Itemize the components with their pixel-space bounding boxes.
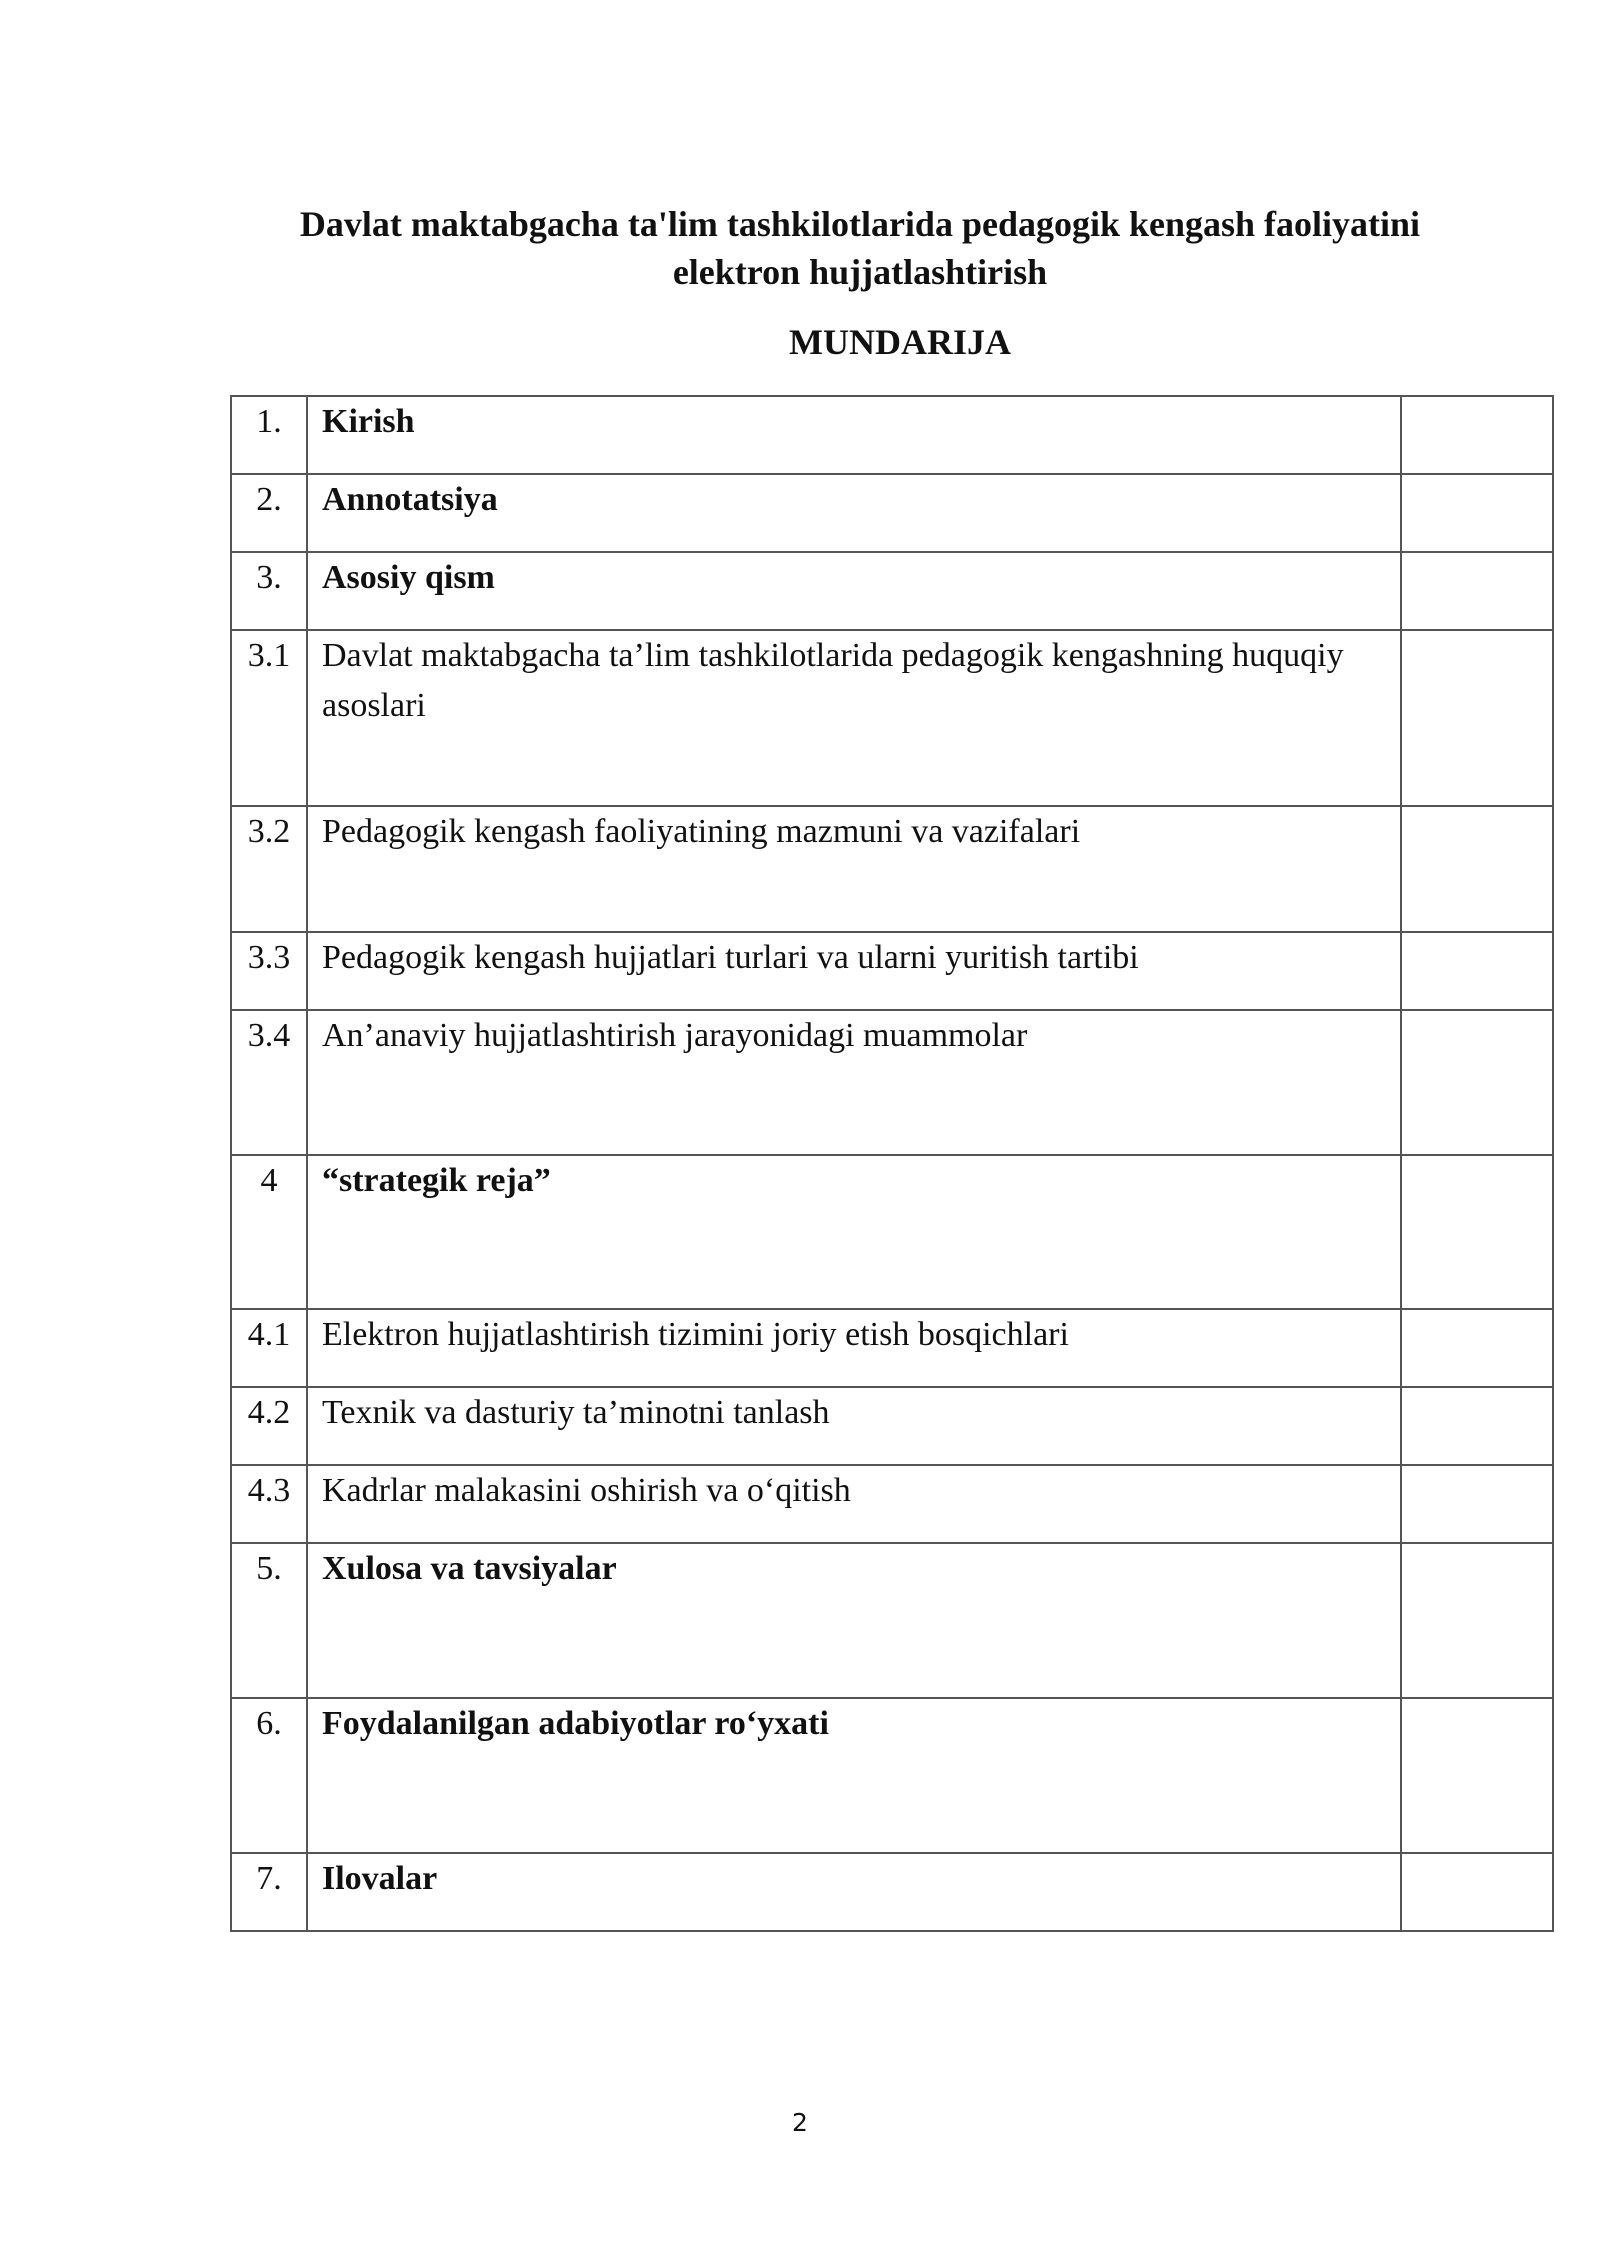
toc-row-title <box>307 1155 1401 1309</box>
toc-title-text: Kirish <box>322 403 415 440</box>
toc-row <box>231 1853 1553 1931</box>
toc-row-title <box>307 932 1401 1010</box>
toc-number-text: 1. <box>256 403 282 440</box>
toc-row <box>231 1387 1553 1465</box>
table-of-contents <box>230 395 1554 1932</box>
toc-row-title <box>307 474 1401 552</box>
toc-row <box>231 396 1553 474</box>
toc-number-text: 6. <box>256 1705 282 1742</box>
page-number: 2 <box>792 2108 808 2137</box>
toc-title-text: Foydalanilgan adabiyotlar ro‘yxati <box>322 1705 829 1742</box>
toc-row-number <box>231 1698 307 1853</box>
toc-row-number <box>231 552 307 630</box>
toc-row-page <box>1401 806 1553 932</box>
toc-row-page <box>1401 1853 1553 1931</box>
toc-row-page <box>1401 1155 1553 1309</box>
toc-row <box>231 932 1553 1010</box>
toc-row-page <box>1401 1010 1553 1155</box>
toc-title-text: Kadrlar malakasini oshirish va o‘qitish <box>322 1472 851 1509</box>
toc-row-title <box>307 396 1401 474</box>
toc-row-title <box>307 1543 1401 1698</box>
toc-number-text: 4.1 <box>247 1316 291 1353</box>
toc-number-text: 3.4 <box>247 1017 291 1054</box>
toc-number-text: 4.3 <box>247 1472 291 1509</box>
toc-row-page <box>1401 1698 1553 1853</box>
toc-row <box>231 1698 1553 1853</box>
toc-row <box>231 552 1553 630</box>
toc-row-page <box>1401 552 1553 630</box>
toc-title-text: Annotatsiya <box>322 481 498 518</box>
document-title <box>230 200 1490 296</box>
toc-title-text: Pedagogik kengash hujjatlari turlari va ularni yuritish tartibi <box>322 939 1139 976</box>
toc-title-text: Texnik va dasturiy ta’minotni tanlash <box>322 1394 830 1431</box>
toc-title-text: Ilovalar <box>322 1860 438 1897</box>
toc-row-title <box>307 1698 1401 1853</box>
toc-row-number <box>231 1543 307 1698</box>
toc-title-text: Pedagogik kengash faoliyatining mazmuni va vazifalari <box>322 813 1081 850</box>
toc-number-text: 3.3 <box>247 939 291 976</box>
toc-row-number <box>231 1387 307 1465</box>
toc-title-text: Xulosa va tavsiyalar <box>322 1550 617 1587</box>
toc-row-number <box>231 474 307 552</box>
toc-row-page <box>1401 1465 1553 1543</box>
toc-row <box>231 1010 1553 1155</box>
toc-row-title <box>307 1853 1401 1931</box>
toc-row <box>231 806 1553 932</box>
toc-row-title <box>307 630 1401 806</box>
toc-row-page <box>1401 1387 1553 1465</box>
toc-title-text: “strategik reja” <box>322 1162 551 1199</box>
toc-row-title <box>307 1309 1401 1387</box>
toc-row-page <box>1401 474 1553 552</box>
toc-row <box>231 1309 1553 1387</box>
toc-row-title <box>307 552 1401 630</box>
toc-row <box>231 1155 1553 1309</box>
toc-row <box>231 474 1553 552</box>
toc-row-number <box>231 1155 307 1309</box>
document-title-line-2: elektron hujjatlashtirish <box>672 252 1048 292</box>
toc-row <box>231 1465 1553 1543</box>
toc-row-page <box>1401 932 1553 1010</box>
document-title-line-1: Davlat maktabgacha ta'lim tashkilotlarida pedagogik kengash faoliyatini <box>299 204 1421 244</box>
toc-row-number <box>231 1853 307 1931</box>
toc-number-text: 5. <box>256 1550 282 1587</box>
toc-number-text: 3. <box>256 559 282 596</box>
toc-row-number <box>231 806 307 932</box>
toc-row-number <box>231 1465 307 1543</box>
toc-row-number <box>231 1010 307 1155</box>
toc-row-title <box>307 1010 1401 1155</box>
toc-row-title <box>307 1387 1401 1465</box>
toc-title-text: An’anaviy hujjatlashtirish jarayonidagi muammolar <box>322 1017 1028 1054</box>
toc-row-page <box>1401 1543 1553 1698</box>
toc-number-text: 7. <box>256 1860 282 1897</box>
toc-row <box>231 630 1553 806</box>
toc-row-number <box>231 630 307 806</box>
toc-title-text: Asosiy qism <box>322 559 495 596</box>
toc-row-page <box>1401 1309 1553 1387</box>
toc-row-number <box>231 396 307 474</box>
toc-number-text: 4.2 <box>247 1394 291 1431</box>
toc-number-text: 2. <box>256 481 282 518</box>
toc-row-number <box>231 932 307 1010</box>
toc-heading: MUNDARIJA <box>789 322 1011 362</box>
toc-number-text: 3.1 <box>247 637 291 674</box>
toc-number-text: 4 <box>260 1162 278 1199</box>
toc-row-title <box>307 806 1401 932</box>
toc-title-text: Davlat maktabgacha ta’lim tashkilotlarida pedagogik kengashning huquqiy asoslari <box>322 637 1344 724</box>
toc-row-page <box>1401 630 1553 806</box>
toc-title-text: Elektron hujjatlashtirish tizimini joriy etish bosqichlari <box>322 1316 1069 1353</box>
toc-row-number <box>231 1309 307 1387</box>
toc-row-page <box>1401 396 1553 474</box>
toc-row <box>231 1543 1553 1698</box>
toc-row-title <box>307 1465 1401 1543</box>
toc-number-text: 3.2 <box>247 813 291 850</box>
